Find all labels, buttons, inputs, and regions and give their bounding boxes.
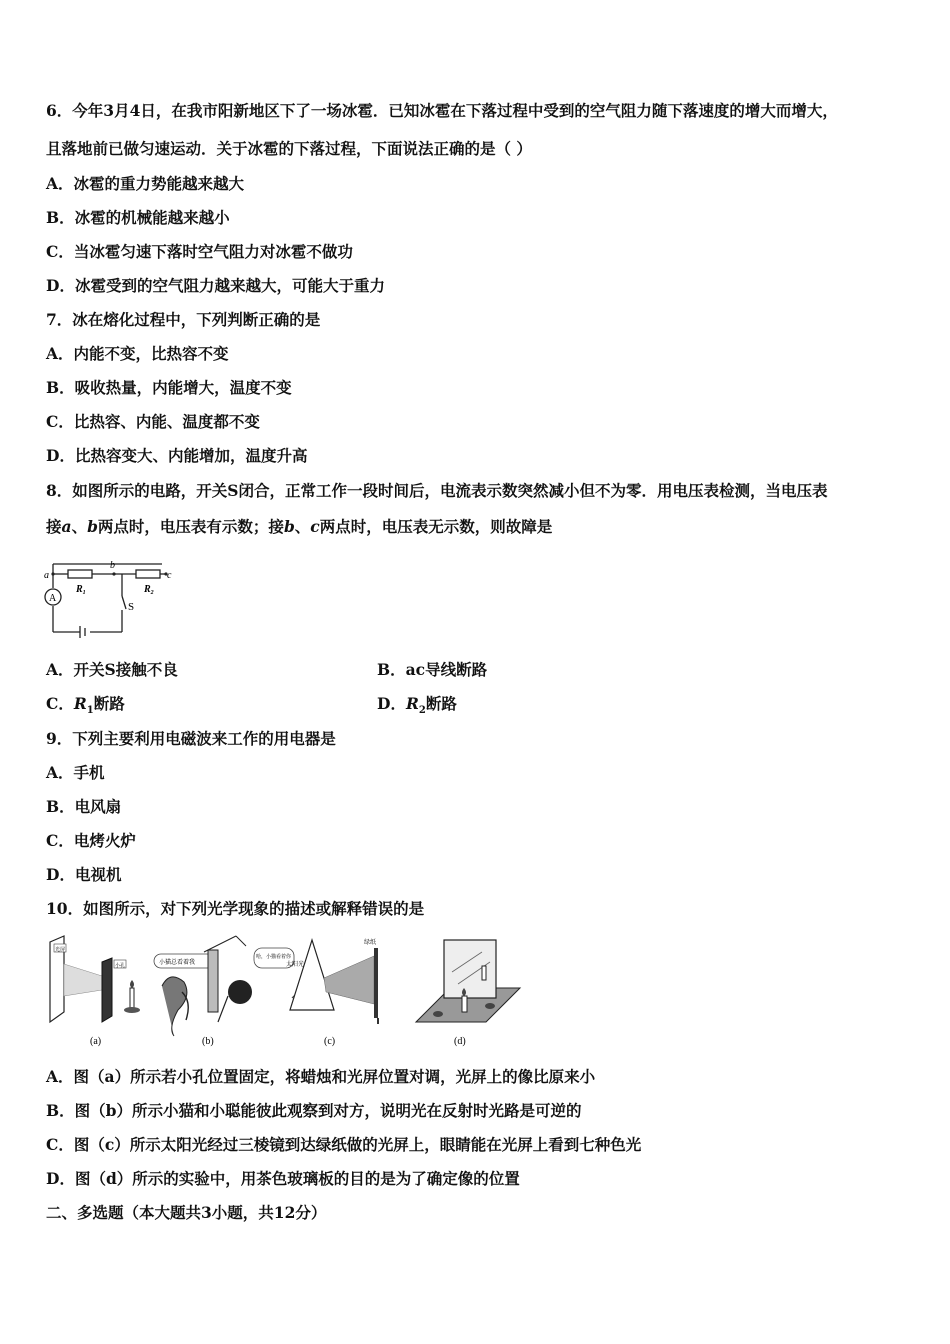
q8-option-c: C．$R_1$断路: [46, 694, 125, 717]
figure-b-mirror: [154, 936, 294, 1047]
q6-option-c: C．当冰雹匀速下落时空气阻力对冰雹不做功: [46, 242, 353, 261]
label-a: a: [44, 570, 49, 581]
q10-option-c: C．图（c）所示太阳光经过三棱镜到达绿纸做的光屏上，眼睛能在光屏上看到七种色光: [46, 1135, 642, 1154]
q10-option-d: D．图（d）所示的实验中，用茶色玻璃板的目的是为了确定像的位置: [46, 1169, 520, 1188]
resistor-r2: [136, 570, 160, 578]
b-bubble-boy: 哈，小猫看着你: [256, 955, 292, 960]
ammeter-label: A: [49, 593, 57, 604]
q8-stem-line1: 8．如图所示的电路，开关S闭合，正常工作一段时间后，电流表示数突然减小但不为零．用电压表检测，当电压表: [46, 481, 828, 500]
q7-option-d: D．比热容变大、内能增加，温度升高: [46, 446, 308, 465]
a-screen-label: 光屏: [55, 948, 66, 953]
r2-label: $R_2$: [144, 584, 154, 596]
figure-d-glass-plate: [416, 940, 520, 1047]
label-b: b: [110, 560, 115, 571]
q10-option-a: A．图（a）所示若小孔位置固定，将蜡烛和光屏位置对调，光屏上的像比原来小: [46, 1067, 596, 1086]
switch-label: S: [128, 601, 135, 613]
q7-option-c: C．比热容、内能、温度都不变: [46, 412, 260, 431]
label-b: (b): [202, 1036, 214, 1047]
q7-option-a: A．内能不变，比热容不变: [46, 344, 229, 363]
label-d: (d): [454, 1036, 466, 1047]
switch-s: [122, 596, 126, 609]
c-screen-label: 绿纸: [364, 940, 377, 946]
q6-option-d: D．冰雹受到的空气阻力越来越大，可能大于重力: [46, 276, 385, 295]
q8-option-b: B．ac导线断路: [377, 660, 488, 679]
q10-option-b: B．图（b）所示小猫和小聪能彼此观察到对方，说明光在反射时光路是可逆的: [46, 1101, 582, 1120]
label-c: c: [167, 570, 172, 581]
figure-a-pinhole: [50, 936, 140, 1047]
q6-stem-line1: 6．今年3月4日，在我市阳新地区下了一场冰雹．已知冰雹在下落过程中受到的空气阻力随下落速度的增大而增大，: [46, 101, 838, 120]
b-bubble-cat: 小猫总看着我: [159, 960, 196, 966]
a-hole-label: 小孔: [115, 964, 126, 969]
q9-option-c: C．电烤火炉: [46, 831, 136, 850]
q8-stem-line2: 接a、b两点时，电压表有示数；接b、c两点时，电压表无示数，则故障是: [46, 517, 553, 536]
section-2-title: 二、多选题（本大题共3小题，共12分）: [46, 1203, 327, 1222]
q9-option-a: A．手机: [46, 763, 105, 782]
q6-option-a: A．冰雹的重力势能越来越大: [46, 174, 245, 193]
label-c: (c): [324, 1036, 336, 1047]
q7-option-b: B．吸收热量，内能增大，温度不变: [46, 378, 292, 397]
r1-label: $R_1$: [76, 584, 86, 596]
label-a: (a): [90, 1036, 102, 1047]
q6-stem-line2: 且落地前已做匀速运动．关于冰雹的下落过程，下面说法正确的是（ ）: [46, 139, 532, 158]
q9-option-d: D．电视机: [46, 865, 122, 884]
q10-optics-figures: [42, 932, 532, 1054]
q10-stem: 10．如图所示，对下列光学现象的描述或解释错误的是: [46, 899, 425, 918]
q9-stem: 9．下列主要利用电磁波来工作的用电器是: [46, 729, 336, 748]
c-sun-label: 太阳光: [286, 962, 305, 968]
resistor-r1: [68, 570, 92, 578]
q6-option-b: B．冰雹的机械能越来越小: [46, 208, 230, 227]
q9-option-b: B．电风扇: [46, 797, 122, 816]
q8-option-d: D．$R_2$断路: [377, 694, 457, 717]
q7-stem: 7．冰在熔化过程中，下列判断正确的是: [46, 310, 321, 329]
q8-circuit-diagram: [40, 556, 180, 640]
q8-option-a: A．开关S接触不良: [46, 660, 178, 679]
figure-c-prism: [286, 938, 378, 1047]
